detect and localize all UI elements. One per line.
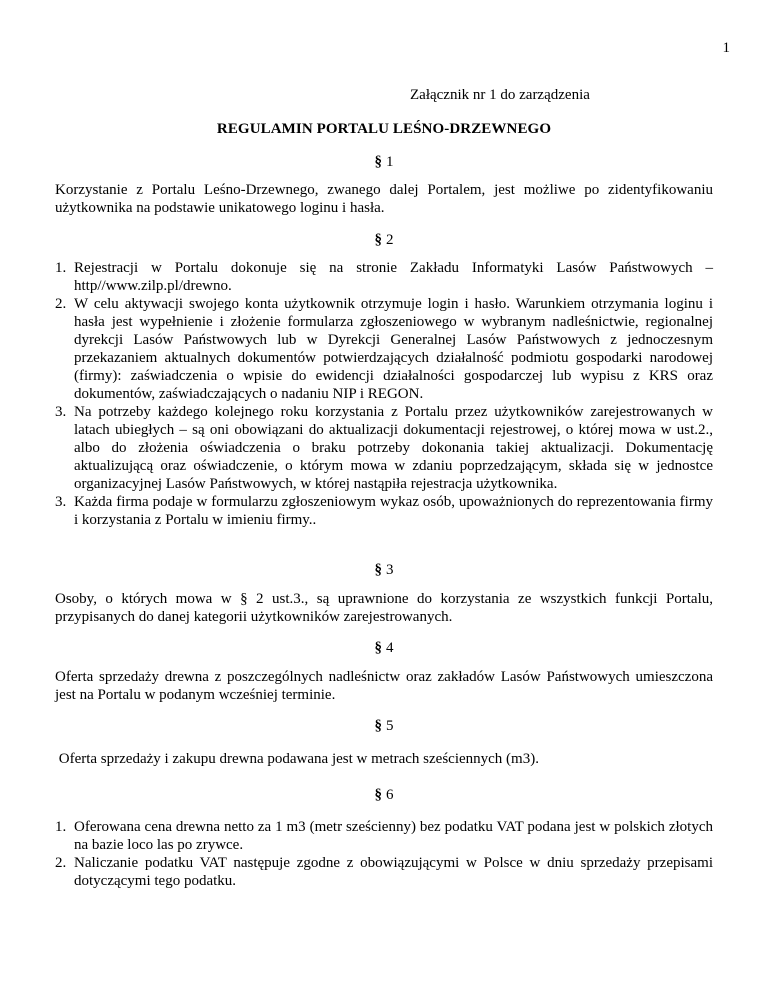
section-3-text: Osoby, o których mowa w § 2 ust.3., są uprawnione do korzystania ze wszystkich funkcji Portalu, przypisanych do danej kategorii użytkowników zarejestrowanych. (55, 591, 713, 625)
section-1-text: Korzystanie z Portalu Leśno-Drzewnego, zwanego dalej Portalem, jest możliwe po zidentyfikowaniu użytkownika na podstawie unikatowego loginu i hasła. (55, 182, 713, 216)
section-number: 4 (386, 640, 394, 656)
page-number: 1 (722, 40, 730, 56)
list-marker: 1. (55, 260, 67, 276)
section-6-heading (0, 787, 768, 804)
list-marker: 3. (55, 404, 67, 420)
list-item-text: Naliczanie podatku VAT następuje zgodne z obowiązującymi w Polsce w dniu sprzedaży przepisami dotyczącymi tego podatku. (74, 855, 713, 889)
list-item-text: Oferowana cena drewna netto za 1 m3 (metr sześcienny) bez podatku VAT podana jest w polskich złotych na bazie loco las po zrywce. (74, 819, 713, 853)
section-5-text: Oferta sprzedaży i zakupu drewna podawana jest w metrach sześciennych (m3). (55, 751, 539, 767)
list-marker: 2. (55, 855, 67, 871)
list-marker: 3. (55, 494, 67, 510)
list-item-text: W celu aktywacji swojego konta użytkownik otrzymuje login i hasło. Warunkiem otrzymania loginu i hasła jest wypełnienie i złożenie formularza zgłoszeniowego w wybranym nadleśnictwie, regionalnej dyrekcji Lasów Państwowych lub w Dyrekcji Generalnej Lasów Państwowych z jednoczesnym przekazaniem aktualnych dokumentów potwierdzających działalność podmiotu gospodarki narodowej (firmy): zaświadczenia o wpisie do ewidencji działalności gospodarczej lub wypisu z KRS oraz dokumentów, zaświadczających o nadaniu NIP i REGON. (74, 296, 713, 402)
list-item (55, 295, 713, 403)
section-3-heading (0, 562, 768, 579)
list-item (55, 493, 713, 529)
section-mark: § (374, 640, 382, 656)
section-4-text: Oferta sprzedaży drewna z poszczególnych nadleśnictw oraz zakładów Lasów Państwowych umieszczona jest na Portalu w podanym wcześniej terminie. (55, 669, 713, 703)
section-mark: § (374, 718, 382, 734)
list-item (55, 854, 713, 890)
section-number: 3 (386, 562, 394, 578)
list-item (55, 818, 713, 854)
section-number: 1 (386, 154, 394, 170)
list-item-text: Na potrzeby każdego kolejnego roku korzystania z Portalu przez użytkowników zarejestrowanych w latach ubiegłych – są oni obowiązani do aktualizacji dokumentacji rejestrowej, o której mowa w ust.2., albo do złożenia oświadczenia o braku potrzeby dokonania takiej aktualizacji. Dokumentację aktualizującą oraz oświadczenie, o którym mowa w zdaniu poprzedzającym, składa się w jednostce organizacyjnej Lasów Państwowych, w której nastąpiła rejestracja użytkownika. (74, 404, 713, 492)
annex-note: Załącznik nr 1 do zarządzenia (410, 87, 590, 103)
list-item (55, 403, 713, 493)
section-number: 6 (386, 787, 394, 803)
section-mark: § (374, 154, 382, 170)
section-number: 5 (386, 718, 394, 734)
section-1-heading (0, 154, 768, 171)
document-title: REGULAMIN PORTALU LEŚNO-DRZEWNEGO (216, 121, 552, 137)
section-5-heading (0, 718, 768, 735)
section-mark: § (374, 562, 382, 578)
section-2-heading (0, 232, 768, 249)
section-6-list (55, 818, 713, 890)
section-mark: § (374, 232, 382, 248)
list-item (55, 259, 713, 295)
list-marker: 2. (55, 296, 67, 312)
section-mark: § (374, 787, 382, 803)
section-4-heading (0, 640, 768, 657)
section-2-list (55, 259, 713, 529)
list-item-text: Każda firma podaje w formularzu zgłoszeniowym wykaz osób, upoważnionych do reprezentowania firmy i korzystania z Portalu w imieniu firmy.. (74, 494, 713, 528)
list-marker: 1. (55, 819, 67, 835)
section-number: 2 (386, 232, 394, 248)
list-item-text: Rejestracji w Portalu dokonuje się na stronie Zakładu Informatyki Lasów Państwowych – http//www.zilp.pl/drewno. (74, 260, 713, 294)
